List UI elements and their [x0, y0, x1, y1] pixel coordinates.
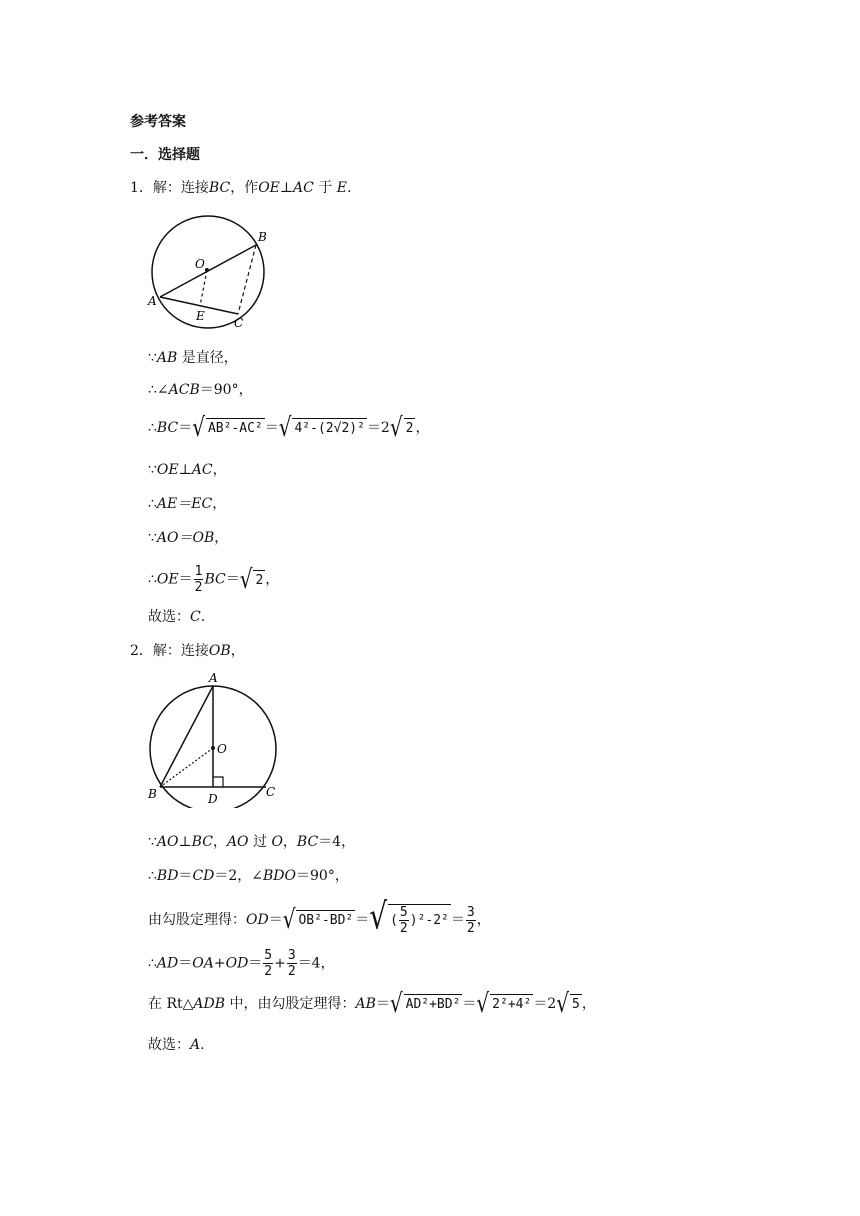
q1-line-3: ∴BC＝√ AB²-AC² ＝√ 4²-(2√2)² ＝2√ 2 ， [148, 411, 430, 443]
svg-text:A: A [148, 294, 157, 308]
q1-line-4: ∵OE⊥AC， [148, 462, 227, 478]
svg-text:B: B [258, 230, 267, 244]
q2-answer: 故选：A. [148, 1037, 205, 1053]
q1-line-2: ∴∠ACB＝90°， [148, 382, 253, 398]
q1-answer: 故选：C. [148, 609, 206, 625]
q2-line-4: ∴AD＝OA+OD＝ $\frac{5}{2}$ + $\frac{3}{2}$ ＝4， [148, 948, 335, 979]
q1-intro: 1．解：连接BC，作OE⊥AC 于 E. [130, 180, 352, 196]
section-heading: 一．选择题 [130, 147, 200, 163]
q1-line-7: ∴OE＝ $\frac{1}{2}$ BC＝√ 2 ， [148, 562, 280, 595]
q2-line-3: 由勾股定理得：OD＝√ OB²-BD² ＝√ ( $\frac{5}{2}$ )²-2² ＝ $\frac{3}{2}$ ， [148, 894, 491, 938]
q2-line-5: 在 Rt△ADB 中，由勾股定理得：AB＝√ AD²+BD² ＝√ 2²+4² ＝2√ 5 ， [148, 987, 596, 1019]
svg-text:B: B [148, 787, 157, 801]
svg-text:A: A [209, 671, 218, 685]
svg-text:O: O [217, 742, 227, 756]
q1-line-1: ∵AB 是直径， [148, 350, 238, 366]
q2-line-1: ∵AO⊥BC，AO 过 O，BC＝4， [148, 834, 356, 850]
q2-circle-figure [140, 668, 285, 808]
q1-circle-figure [140, 210, 285, 335]
svg-text:O: O [195, 257, 205, 271]
svg-text:E: E [196, 309, 205, 323]
svg-text:C: C [266, 785, 276, 799]
q2-intro: 2．解：连接OB， [130, 643, 245, 659]
q1-line-6: ∵AO＝OB， [148, 530, 229, 546]
q1-line-5: ∴AE＝EC， [148, 496, 227, 512]
svg-text:D: D [208, 792, 218, 806]
svg-text:C: C [234, 316, 244, 330]
q2-line-2: ∴BD＝CD＝2，∠BDO＝90°， [148, 868, 349, 884]
page-title: 参考答案 [130, 114, 186, 130]
